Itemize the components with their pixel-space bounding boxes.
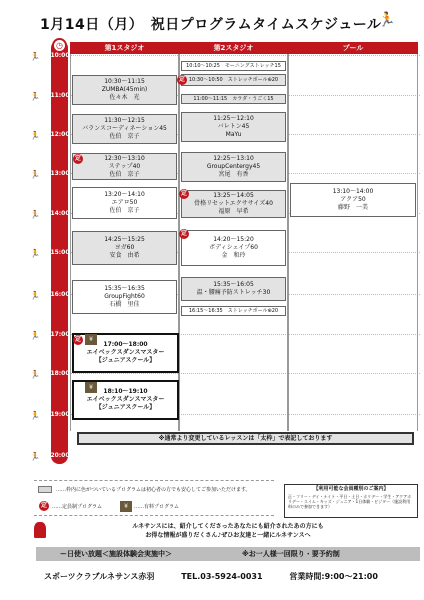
capacity-badge: 定 [74, 336, 81, 343]
legend-gray-text: ……枠内に色がついているプログラムは初心者の方でも安心してご参加いただけます。 [56, 487, 251, 493]
class-strip[interactable]: 10:10～10:25 モーニングストレッチ15 [181, 61, 286, 71]
trial-banner-note: ※お一人様一回限り・要予約制 [242, 550, 340, 558]
hour-label: 19:00 [50, 411, 70, 418]
capacity-badge: 定 [74, 155, 81, 162]
runner-icon: 🏃 [30, 370, 40, 379]
class-card[interactable]: 12:25～13:10 GroupCentergy45 宮尾 有香 [181, 152, 286, 182]
hour-label: 20:00 [50, 452, 70, 459]
class-card[interactable]: 15:35～16:05 温・腰痛予防ストレッチ30 [181, 277, 286, 301]
runner-icon: 🏃 [30, 92, 40, 101]
capacity-badge: 定 [180, 190, 187, 197]
referral-message: ルネサンスには、紹介してくださったあなたにも紹介されたあの方にも お得な情報が盛りだくさん♪ぜひお友達と一緒にルネサンスへ [132, 523, 324, 539]
class-card[interactable]: 13:10～14:00 アクア50 藤野 一美 [290, 183, 416, 217]
phone-number[interactable]: TEL.03-5924-0031 [181, 572, 263, 581]
runner-icon: 🏃 [30, 131, 40, 140]
footer [44, 571, 424, 582]
runner-icon: 🏃 [30, 331, 40, 340]
hour-label: 14:00 [50, 210, 70, 217]
class-card[interactable]: 13:25～14:05 骨格リセットエクササイズ40 福原 早希 [181, 190, 286, 218]
class-card[interactable]: 12:30～13:10 ステップ40 佐伯 京子 [72, 153, 177, 180]
runner-icon: 🏃 [30, 411, 40, 420]
club-name: スポーツクラブルネサンス赤羽 [44, 572, 155, 581]
fee-icon: ¥ [85, 334, 97, 345]
class-strip[interactable]: 11:00～11:15 カラダ・うごく15 [181, 94, 286, 104]
trial-banner [36, 547, 420, 561]
runner-icon: 🏃 [30, 170, 40, 179]
class-card[interactable]: 17:00～18:00 エイベックスダンスマスター 【ジュニアスクール】 [72, 333, 179, 373]
runner-mascot-icon: 🏃 [378, 12, 396, 28]
bold-frame-notice: ※通常より変更しているレッスンは「太枠」で表記しております [77, 432, 414, 445]
class-card[interactable]: 18:10～19:10 エイベックスダンスマスター 【ジュニアスクール】 [72, 380, 179, 420]
runner-icon: 🏃 [30, 249, 40, 258]
class-strip[interactable]: 10:30～10:50 ストレッチポール⊕20 [181, 74, 286, 86]
column-header-pool: プール [288, 42, 418, 54]
membership-info-body: 正・フリー・デイ・ナイト・平日・土日・ホリデー・学生・アクアホリデー・スイム・キッズ・ジュニア・1日体験・ビジター（施設利用料のみで参加できます） [288, 494, 412, 509]
pool-column [288, 54, 418, 431]
class-strip[interactable]: 16:15～16:35 ストレッチポール⊕20 [181, 306, 286, 316]
class-card[interactable]: 11:30～12:15 バランスコーディネーション45 佐伯 京子 [72, 114, 177, 144]
hour-label: 12:00 [50, 131, 70, 138]
class-card[interactable]: 14:20～15:20 ボディシェイプ60 金 和玲 [181, 230, 286, 266]
hour-label: 17:00 [50, 331, 70, 338]
capacity-badge: 定 [178, 76, 185, 83]
fee-icon: ¥ [120, 501, 132, 512]
hour-label: 11:00 [50, 92, 70, 99]
class-card[interactable]: 11:25～12:10 バレトン45 MaYu [181, 112, 286, 142]
opening-hours: 営業時間:9:00～21:00 [289, 572, 378, 581]
page-title: 1月14日（月） 祝日プログラムタイムスケジュール [40, 17, 382, 33]
legend-badge-text: ……定員制プログラム [52, 504, 102, 510]
capacity-badge: 定 [180, 230, 187, 237]
legend-fee-text: ……有料プログラム [134, 504, 179, 510]
fee-icon: ¥ [85, 382, 97, 393]
class-card[interactable]: 15:35～16:35 GroupFight60 石橋 里佳 [72, 280, 177, 314]
mascot-icon [34, 522, 46, 538]
trial-banner-main: ー日使い放題＜施設体験会実施中＞ [60, 550, 172, 558]
capacity-badge: 定 [40, 502, 47, 509]
legend [34, 480, 274, 516]
clock-icon: ◷ [52, 38, 67, 53]
runner-icon: 🏃 [30, 210, 40, 219]
membership-info-box [284, 484, 418, 518]
column-header-studio1: 第1スタジオ [70, 42, 179, 54]
class-card[interactable]: 13:20～14:10 エアロ50 佐伯 京子 [72, 187, 177, 219]
legend-gray-swatch [38, 486, 52, 493]
hour-label: 15:00 [50, 249, 70, 256]
membership-info-title: 【利用可能な会員種別のご案内】 [313, 486, 389, 492]
hour-label: 16:00 [50, 291, 70, 298]
runner-icon: 🏃 [30, 52, 40, 61]
class-card[interactable]: 14:25～15:25 ヨガ60 安食 由希 [72, 231, 177, 265]
hour-label: 10:00 [50, 52, 70, 59]
hour-label: 18:00 [50, 370, 70, 377]
runner-icon: 🏃 [30, 291, 40, 300]
column-header-studio2: 第2スタジオ [179, 42, 288, 54]
runner-icon: 🏃 [30, 452, 40, 461]
hour-label: 13:00 [50, 170, 70, 177]
class-card[interactable]: 10:30～11:15 ZUMBA(45min) 佐々木 光 [72, 75, 177, 105]
